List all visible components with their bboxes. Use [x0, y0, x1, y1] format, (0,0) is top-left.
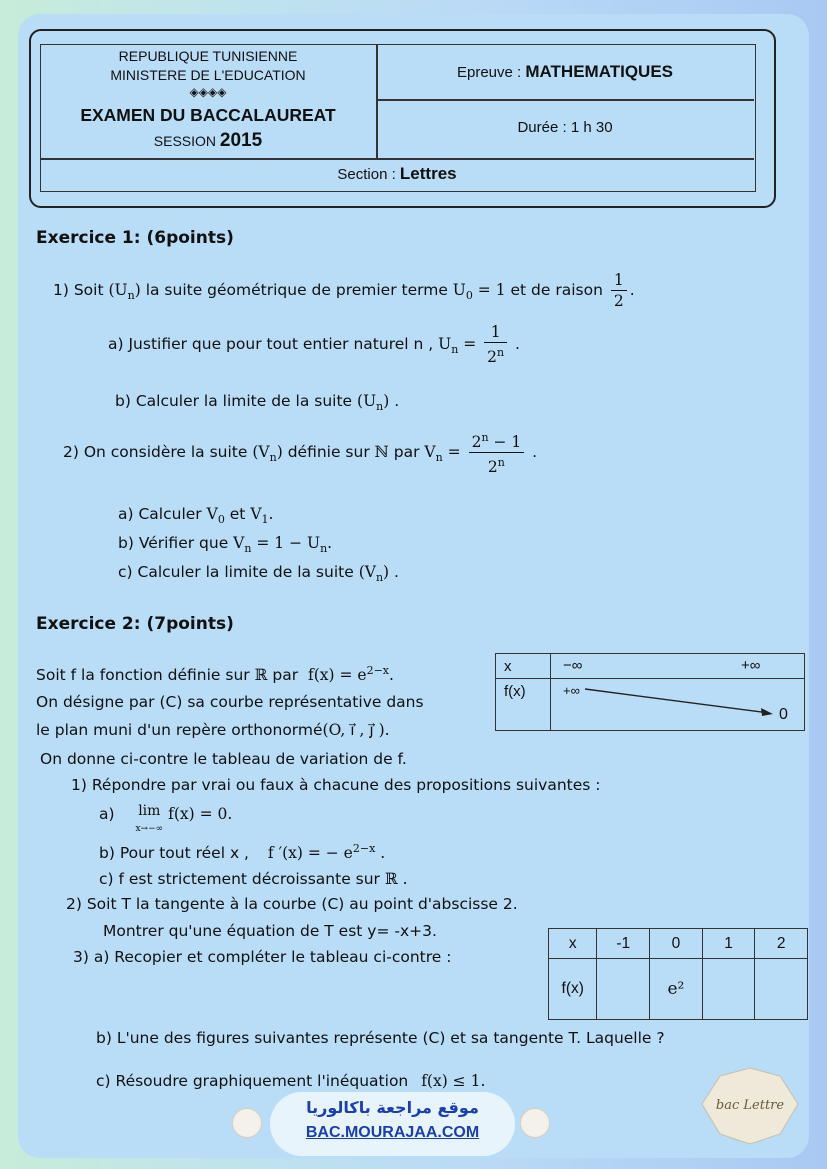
epreuve-value: MATHEMATIQUES [525, 62, 674, 81]
formula: $V_n = 1 - U_n$. [233, 534, 333, 556]
ex2-q1b-text: b) Pour tout réel x , [99, 844, 249, 863]
formula: ℕ [374, 443, 389, 462]
val-fx-label: f(x) [549, 959, 597, 1020]
ex2-q1c [99, 870, 408, 888]
site-logo-icon [520, 1108, 550, 1138]
val-x-cell: 2 [755, 929, 808, 959]
ex1-q2a-text-a: a) Calculer [118, 505, 202, 523]
site-arabic-name[interactable]: موقع مراجعة باكالوريا [306, 1098, 479, 1117]
value-table [548, 928, 808, 1020]
val-x-label: x [549, 929, 597, 959]
decreasing-arrow-icon [581, 687, 781, 719]
fraction: $\frac{1}{2}$ [611, 270, 627, 311]
ex1-q1-text-a: 1) Soit [53, 281, 104, 299]
ex1-q2: 2) On considère la suite $(V_n)$ définie sur ℕ par $V_n$ = $\frac{2^n - 1}{2^n}$ . [63, 428, 537, 479]
header-ministry: MINISTERE DE L'EDUCATION [110, 67, 306, 83]
val-fx-cell [597, 959, 650, 1020]
vt-x-right: +∞ [741, 657, 761, 674]
formula: f(x) = 0. [168, 805, 233, 823]
ex1-q1a-text: a) Justifier que pour tout entier naturel n , [108, 335, 434, 354]
formula: $(V_n)$ [252, 443, 283, 465]
header-duree: Durée : 1 h 30 [517, 119, 613, 136]
ex1-q2c-text: c) Calculer la limite de la suite [118, 563, 354, 581]
session-year: 2015 [219, 130, 263, 151]
ex2-q3c-text: c) Résoudre graphiquement l'inéquation [96, 1072, 409, 1090]
header-section [40, 162, 754, 187]
site-logo-icon [232, 1108, 262, 1138]
val-x-cell: -1 [597, 929, 650, 959]
ex2-q1a [99, 803, 232, 837]
ex2-p3-text: le plan muni d'un repère orthonormé [36, 721, 323, 739]
header-ornament: ◈◈◈◈ [189, 85, 227, 99]
vt-x-label: x [496, 654, 551, 679]
formula: $V_0$ [206, 505, 225, 527]
formula: $V_n$ = [424, 443, 461, 465]
ex2-p1 [36, 664, 394, 684]
vt-fx-row [551, 679, 805, 731]
ex1-q2a [118, 505, 273, 526]
ex2-q2b: Montrer qu'une équation de T est y= -x+3. [103, 922, 437, 940]
formula: $(U_n)$ [108, 281, 141, 303]
ex1-q2-text-c: par [393, 443, 420, 462]
session-label: SESSION [153, 133, 217, 149]
ex1-q2c: c) Calculer la limite de la suite $(V_n)$ . [118, 563, 399, 585]
site-url-link[interactable]: BAC.MOURAJAA.COM [305, 1124, 480, 1141]
vt-x-row [551, 654, 805, 679]
fraction: $\frac{1}{2^n}$ [484, 322, 507, 367]
ex1-q2a-text-b: et [229, 505, 246, 523]
formula: ℝ . [384, 870, 408, 888]
formula: $(U_n)$ [357, 392, 390, 414]
ex2-p4: On donne ci-contre le tableau de variation de f. [40, 750, 407, 768]
formula: f(x) ≤ 1. [421, 1072, 486, 1090]
val-fx-cell: e² [650, 959, 703, 1020]
header-divider-right [376, 99, 754, 101]
header-epreuve [376, 60, 754, 85]
ex2-p3 [36, 721, 390, 739]
formula: ℝ [254, 666, 268, 685]
ex2-q3b: b) L'une des figures suivantes représente (C) et sa tangente T. Laquelle ? [96, 1029, 665, 1047]
ex2-p1-text: Soit f la fonction définie sur [36, 666, 250, 685]
formula: $f(x) = e^{2-x}$. [303, 664, 394, 685]
ex2-p1-text-b: par [272, 666, 299, 685]
ex2-q1c-text: c) f est strictement décroissante sur [99, 870, 380, 888]
val-x-cell: 0 [650, 929, 703, 959]
ex1-q2-text-b: définie sur [287, 443, 370, 462]
ex2-q2: 2) Soit T la tangente à la courbe (C) au point d'abscisse 2. [66, 895, 518, 913]
ex2-q1b [99, 842, 385, 862]
ex1-q1-text-b: la suite géométrique de premier terme [145, 281, 448, 299]
ex2-q3c [96, 1072, 485, 1090]
vt-f-left: +∞ [563, 683, 580, 698]
ex2-q3a: 3) a) Recopier et compléter le tableau ci-contre : [73, 948, 452, 966]
bac-lettre-text: bac Lettre [715, 1098, 785, 1113]
ex1-q1: 1) Soit $(U_n)$ la suite géométrique de premier terme $U_0 = 1$ et de raison $\frac{1}{2}$ . [53, 271, 635, 310]
ex2-p2: On désigne par (C) sa courbe représentative dans [36, 693, 424, 711]
header-country: REPUBLIQUE TUNISIENNE [118, 48, 298, 64]
epreuve-label: Epreuve : [456, 64, 522, 81]
fraction: $\frac{2^n - 1}{2^n}$ [469, 428, 525, 477]
vt-fx-label: f(x) [496, 679, 551, 731]
formula: $U_0 = 1$ [452, 281, 506, 303]
formula: $U_n$ = [438, 335, 477, 357]
formula: lim x→−∞ [135, 803, 164, 834]
ex2-q1: 1) Répondre par vrai ou faux à chacune des propositions suivantes : [71, 776, 601, 794]
ex1-q1b: b) Calculer la limite de la suite $(U_n)$ . [115, 392, 400, 414]
ex1-q2-text-a: 2) On considère la suite [63, 443, 248, 462]
val-x-cell: 1 [702, 929, 755, 959]
vt-x-left: −∞ [563, 657, 583, 674]
formula: f ′(x) = − $e^{2-x}$ . [267, 842, 386, 863]
ex2-q1a-label: a) [99, 805, 115, 823]
exercise-1-title: Exercice 1: (6points) [36, 228, 234, 248]
header-exam-title: EXAMEN DU BACCALAUREAT [80, 105, 336, 125]
ex1-q1b-text: b) Calculer la limite de la suite [115, 392, 353, 410]
section-value: Lettres [399, 164, 457, 183]
val-fx-cell [755, 959, 808, 1020]
formula: $(V_n)$ [358, 563, 390, 585]
header-divider-bottom [40, 158, 754, 160]
formula: (O, i⃗ , j⃗ ). [322, 721, 390, 739]
ex1-q2b [118, 534, 332, 555]
val-fx-cell [702, 959, 755, 1020]
formula: $V_1$. [250, 505, 274, 527]
header-session [40, 130, 376, 152]
vt-f-right: 0 [779, 706, 788, 723]
ex1-q2b-text: b) Vérifier que [118, 534, 229, 552]
variation-table [495, 653, 805, 731]
exercise-2-title: Exercice 2: (7points) [36, 614, 234, 634]
ex1-q1a: a) Justifier que pour tout entier naturel n , $U_n$ = $\frac{1}{2^n}$ . [108, 323, 520, 367]
ex1-q1-text-c: et de raison [510, 281, 603, 299]
section-label: Section : [337, 166, 396, 183]
